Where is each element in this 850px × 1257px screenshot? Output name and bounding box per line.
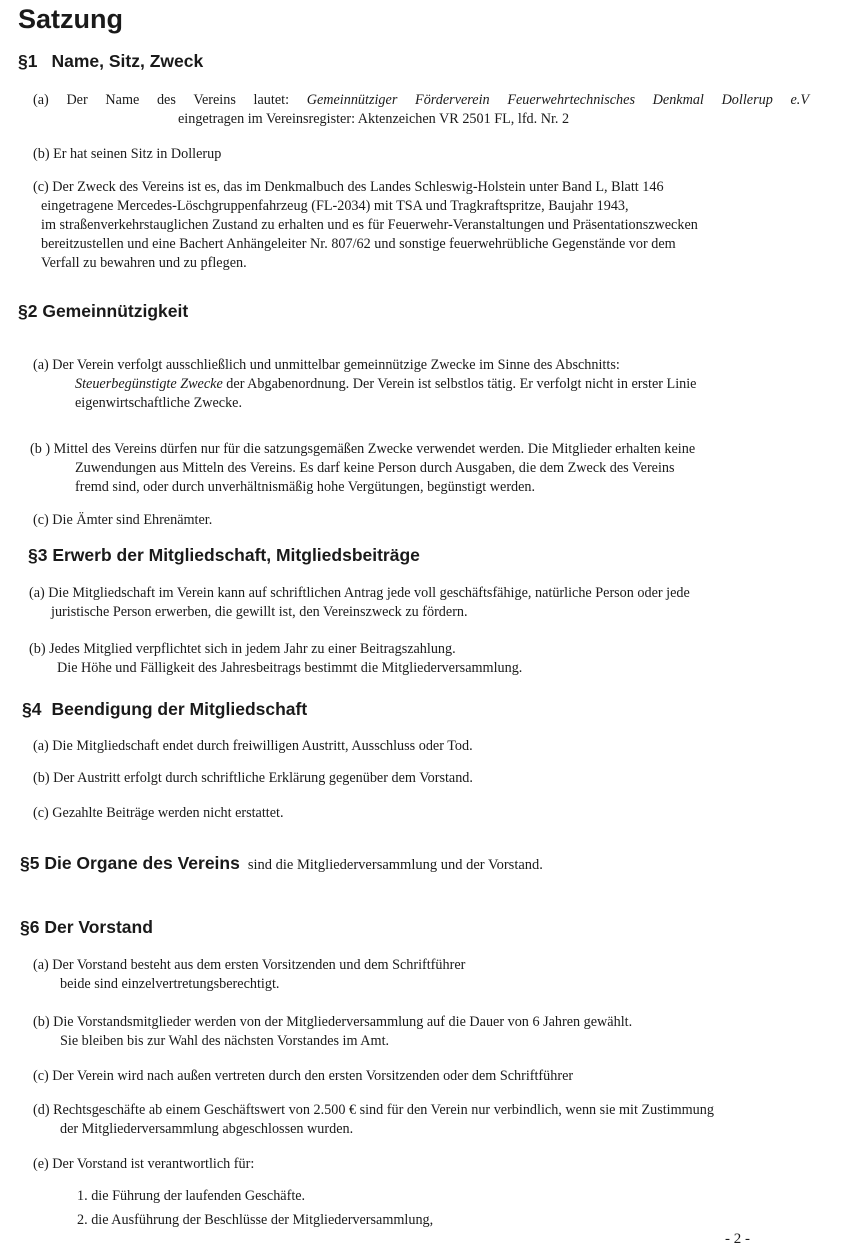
- section-1-para-b: [33, 145, 221, 164]
- document-title: Satzung: [18, 4, 123, 34]
- para-line: (b ) Mittel des Vereins dürfen nur für die satzungsgemäßen Zwecke verwendet werden. Die Mitglieder erhalten keine: [30, 441, 696, 457]
- section-3-para-a: [29, 584, 690, 622]
- emphasis-text: Steuerbegünstigte Zwecke: [75, 376, 223, 392]
- section-3-para-b: [29, 640, 522, 678]
- para-line: eigenwirtschaftliche Zwecke.: [75, 395, 243, 411]
- para-line: im straßenverkehrstauglichen Zustand zu erhalten und es für Feuerwehr-Veranstaltungen und Präsentationszwecken: [41, 217, 698, 233]
- section-3-heading: §3 Erwerb der Mitgliedschaft, Mitgliedsbeiträge: [28, 545, 420, 565]
- section-1-heading: [18, 51, 203, 72]
- section-1-number: §1: [18, 51, 38, 71]
- section-6-para-c: [33, 1067, 573, 1086]
- para-line: (a) Der Verein verfolgt ausschließlich und unmittelbar gemeinnützige Zwecke im Sinne des Abschnitts:: [33, 357, 620, 373]
- list-item: 1. die Führung der laufenden Geschäfte.: [77, 1188, 306, 1204]
- para-line: (d) Rechtsgeschäfte ab einem Geschäftswert von 2.500 € sind für den Verein nur verbindlich, wenn sie mit Zustimmung: [33, 1102, 714, 1118]
- para-line: (c) Gezahlte Beiträge werden nicht erstattet.: [33, 805, 284, 821]
- para-line: eingetragen im Vereinsregister: Aktenzeichen VR 2501 FL, lfd. Nr. 2: [178, 111, 570, 127]
- para-line: Zuwendungen aus Mitteln des Vereins. Es darf keine Person durch Ausgaben, die dem Zweck des Vereins: [75, 460, 675, 476]
- para-line: [33, 375, 696, 394]
- para-line: beide sind einzelvertretungsberechtigt.: [60, 976, 280, 992]
- para-text: (a) Der Name des Vereins lautet:: [33, 92, 307, 108]
- section-6-duties-list: [77, 1184, 433, 1232]
- section-6-heading: §6 Der Vorstand: [20, 917, 153, 937]
- section-4-para-c: [33, 804, 284, 823]
- section-4-heading: [22, 699, 307, 720]
- para-line: eingetragene Mercedes-Löschgruppenfahrzeug (FL-2034) mit TSA und Tragkraftspritze, Baujahr 1943,: [41, 198, 629, 214]
- para-line: fremd sind, oder durch unverhältnismäßig hohe Vergütungen, begünstigt werden.: [75, 479, 536, 495]
- section-2-para-a: [33, 356, 696, 413]
- section-2-para-c: [33, 511, 212, 530]
- para-line: (e) Der Vorstand ist verantwortlich für:: [33, 1156, 255, 1172]
- section-5-text: sind die Mitgliederversammlung und der Vorstand.: [247, 857, 543, 873]
- para-line: [33, 91, 809, 110]
- para-line: der Mitgliederversammlung abgeschlossen wurden.: [60, 1121, 354, 1137]
- para-line: (c) Der Zweck des Vereins ist es, das im Denkmalbuch des Landes Schleswig-Holstein unter Band L, Blatt 146: [33, 179, 664, 195]
- para-line: (b) Jedes Mitglied verpflichtet sich in jedem Jahr zu einer Beitragszahlung.: [29, 641, 456, 657]
- section-4-number: §4: [22, 699, 42, 719]
- section-4-title: Beendigung der Mitgliedschaft: [51, 699, 308, 719]
- para-line: (a) Der Vorstand besteht aus dem ersten Vorsitzenden und dem Schriftführer: [33, 957, 466, 973]
- para-line: bereitzustellen und eine Bachert Anhängeleiter Nr. 807/62 und sonstige feuerwehrübliche Gegenstände vor dem: [41, 236, 676, 252]
- section-1-para-a: [33, 91, 809, 129]
- para-text: der Abgabenordnung. Der Verein ist selbstlos tätig. Er verfolgt nicht in erster Linie: [222, 376, 697, 392]
- para-line: (c) Der Verein wird nach außen vertreten durch den ersten Vorsitzenden oder dem Schriftführer: [33, 1068, 574, 1084]
- para-line: Die Höhe und Fälligkeit des Jahresbeitrags bestimmt die Mitgliederversammlung.: [57, 660, 523, 676]
- page-number: - 2 -: [725, 1231, 750, 1247]
- para-line: juristische Person erwerben, die gewillt ist, den Vereinszweck zu fördern.: [51, 604, 468, 620]
- section-6-para-d: [33, 1101, 714, 1139]
- section-6-para-b: [33, 1013, 632, 1051]
- section-5-title: §5 Die Organe des Vereins: [20, 853, 240, 873]
- section-5-heading: [20, 853, 543, 874]
- section-4-para-b: [33, 769, 473, 788]
- section-2-heading: §2 Gemeinnützigkeit: [18, 301, 189, 321]
- para-line: (c) Die Ämter sind Ehrenämter.: [33, 512, 213, 528]
- para-line: Sie bleiben bis zur Wahl des nächsten Vorstandes im Amt.: [60, 1033, 390, 1049]
- para-line: Verfall zu bewahren und zu pflegen.: [41, 255, 247, 271]
- para-line: (b) Die Vorstandsmitglieder werden von der Mitgliederversammlung auf die Dauer von 6 Jahren gewählt.: [33, 1014, 633, 1030]
- section-2-para-b: [30, 440, 695, 497]
- section-6-para-e: [33, 1155, 254, 1174]
- section-4-para-a: [33, 737, 473, 756]
- section-6-para-a: [33, 956, 465, 994]
- section-1-para-c: [33, 178, 698, 273]
- para-line: (a) Die Mitgliedschaft im Verein kann auf schriftlichen Antrag jede voll geschäftsfähige, natürliche Person oder jede: [29, 585, 690, 601]
- para-line: (b) Der Austritt erfolgt durch schriftliche Erklärung gegenüber dem Vorstand.: [33, 770, 473, 786]
- para-line: (b) Er hat seinen Sitz in Dollerup: [33, 146, 222, 162]
- association-name: Gemeinnütziger Förderverein Feuerwehrtechnisches Denkmal Dollerup e.V: [306, 92, 809, 108]
- para-line: (a) Die Mitgliedschaft endet durch freiwilligen Austritt, Ausschluss oder Tod.: [33, 738, 473, 754]
- section-1-title: Name, Sitz, Zweck: [51, 51, 204, 71]
- list-item: 2. die Ausführung der Beschlüsse der Mitgliederversammlung,: [77, 1212, 434, 1228]
